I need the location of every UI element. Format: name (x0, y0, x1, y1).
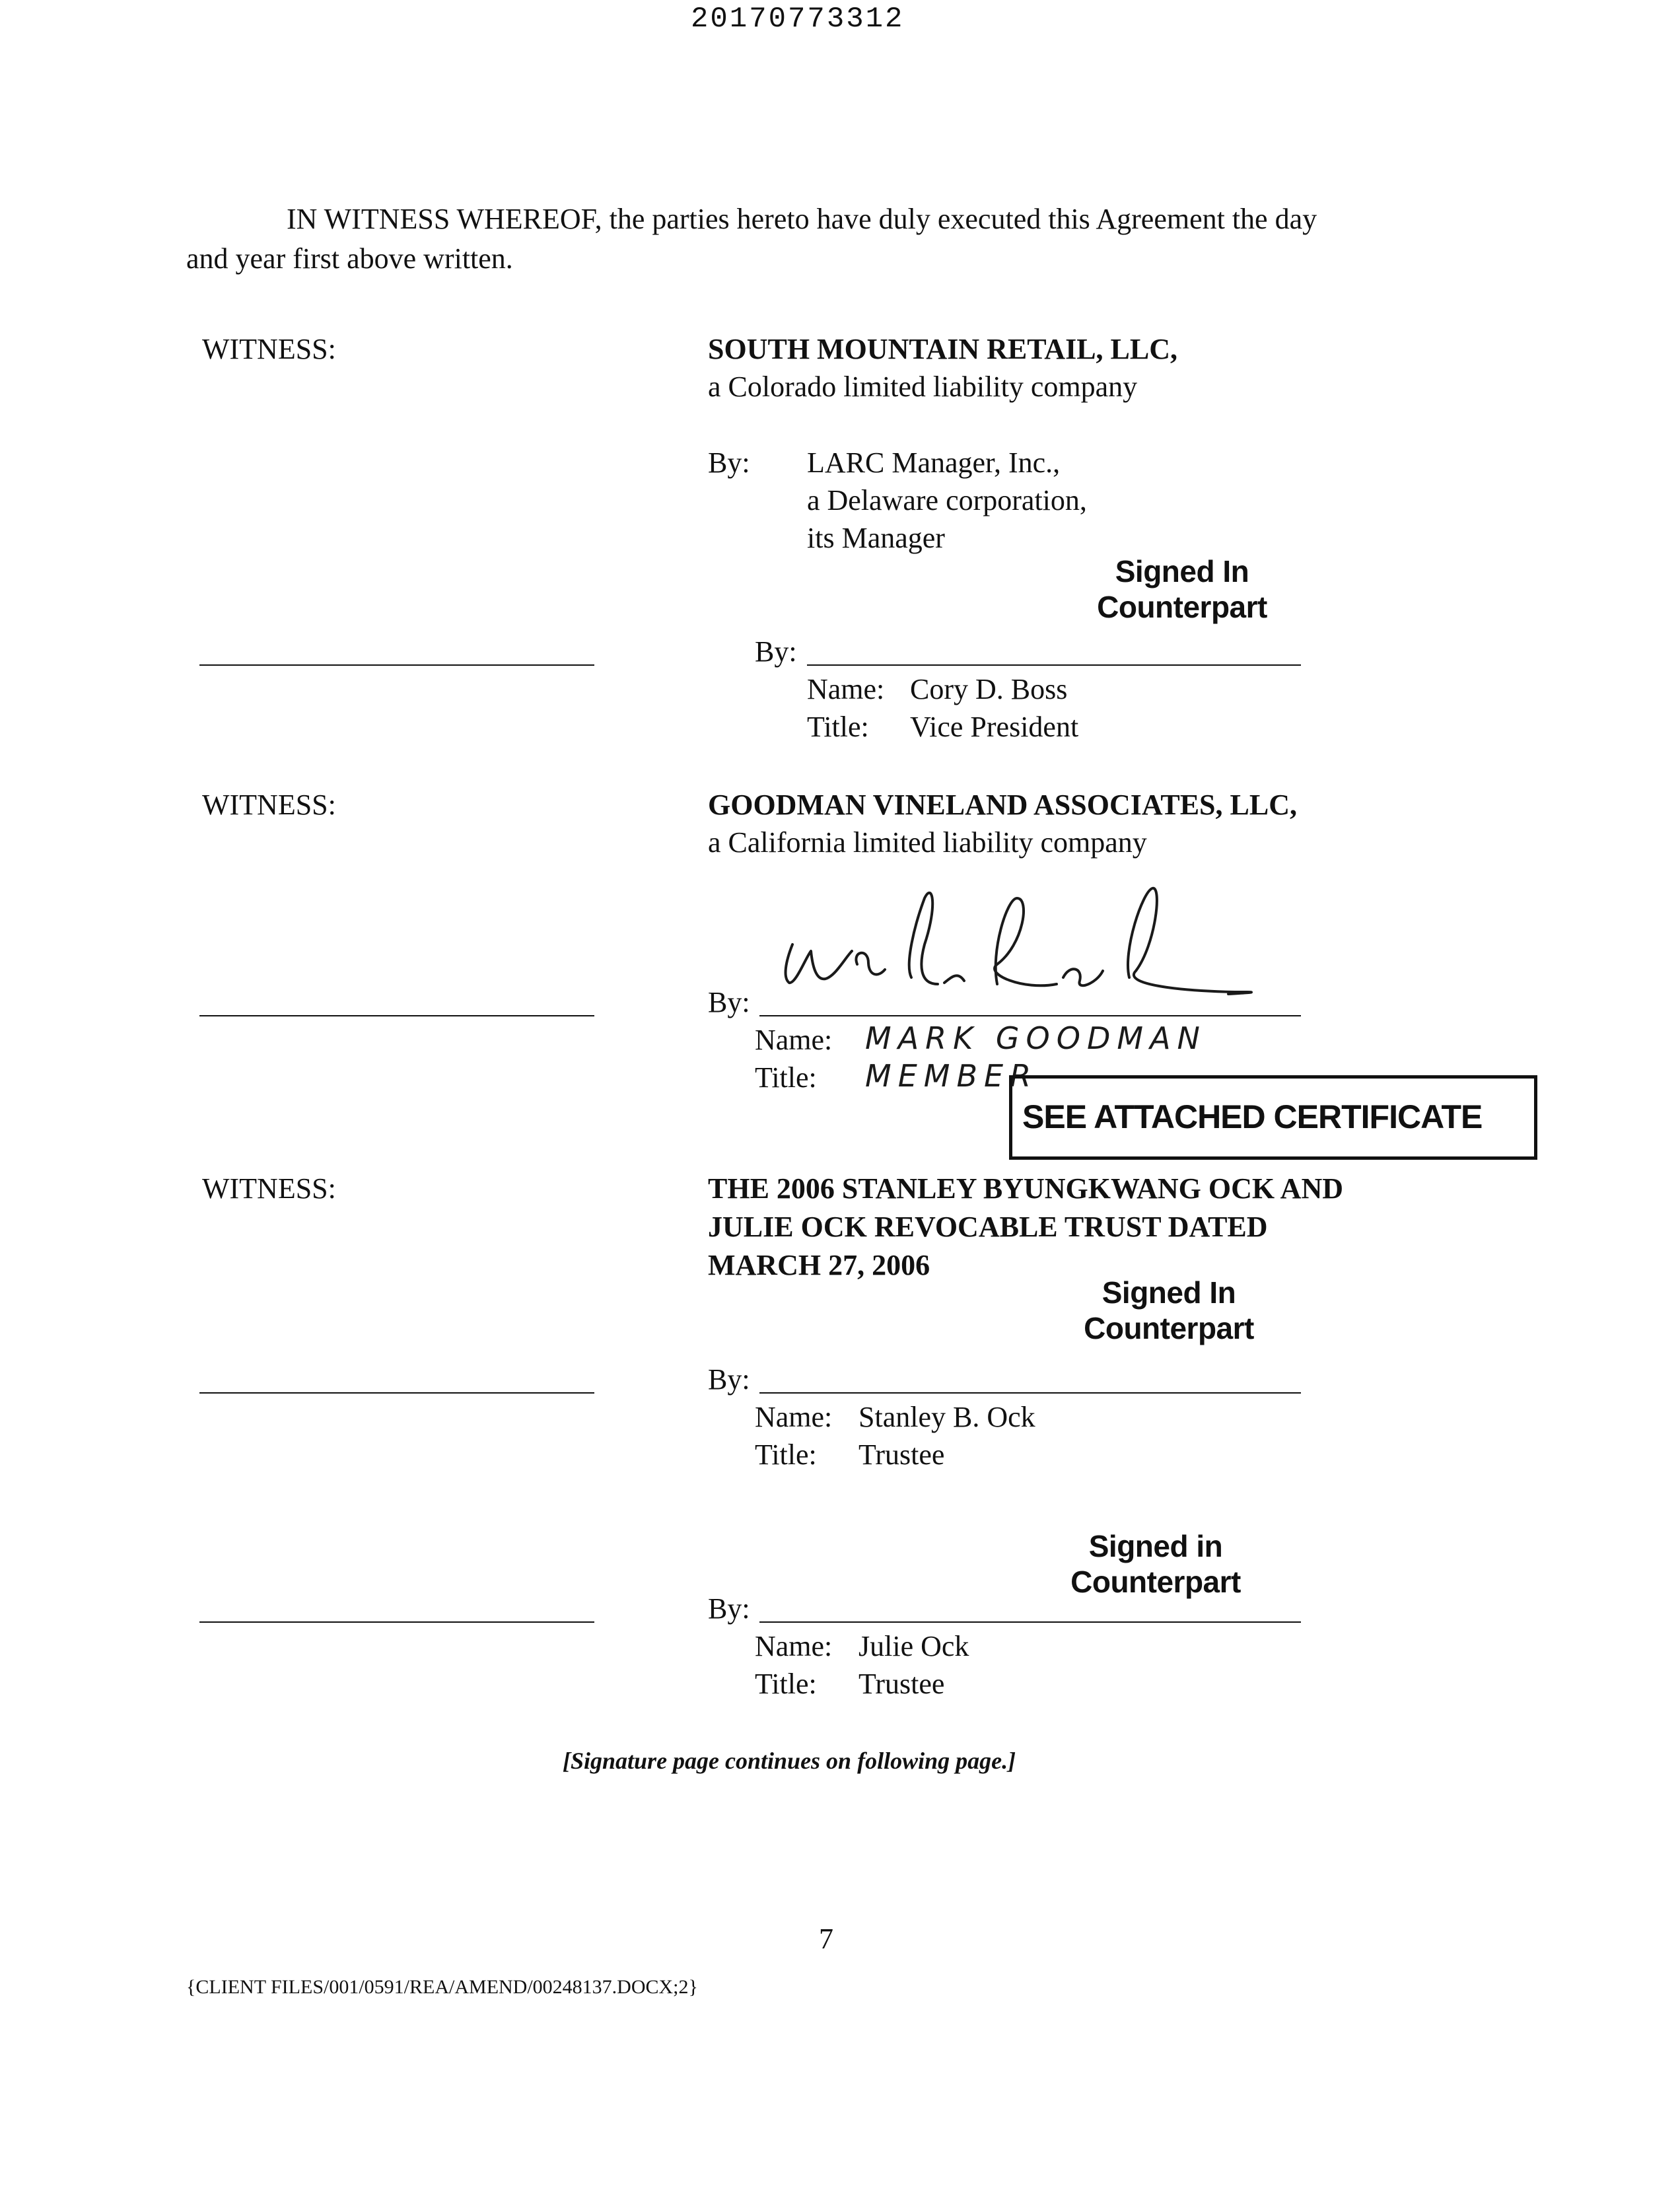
name-value-3: Stanley B. Ock (858, 1401, 1035, 1433)
title-value-1: Vice President (910, 711, 1079, 743)
name-label-1: Name: (807, 673, 885, 705)
footer-file-path: {CLIENT FILES/001/0591/REA/AMEND/00248137.DOCX;2} (186, 1976, 698, 1998)
handwritten-signature (746, 885, 1275, 1004)
witness-signature-line-4 (199, 1621, 594, 1623)
signature-line-3 (759, 1392, 1301, 1394)
title-value-4: Trustee (858, 1668, 945, 1700)
witness-label-3: WITNESS: (202, 1172, 336, 1205)
certificate-stamp-text: SEE ATTACHED CERTIFICATE (1022, 1098, 1483, 1135)
preamble-line-2: and year first above written. (186, 242, 513, 275)
signature-line-1 (807, 664, 1301, 666)
title-label-1: Title: (807, 711, 869, 743)
handwritten-name: MARK GOODMAN (865, 1020, 1207, 1056)
entity-name-trust-line-1: THE 2006 STANLEY BYUNGKWANG OCK AND (708, 1172, 1344, 1205)
signed-in-counterpart-stamp-2 (1057, 1275, 1281, 1346)
manager-line-1: LARC Manager, Inc., (807, 446, 1061, 479)
document-number: 20170773312 (691, 3, 905, 36)
name-label-3: Name: (755, 1401, 833, 1433)
signature-line-2 (759, 1015, 1301, 1016)
stamp-line-1: Signed in (1088, 1529, 1223, 1563)
manager-line-3: its Manager (807, 522, 945, 554)
stamp-line-2: Counterpart (1084, 1311, 1254, 1345)
entity-name-trust-line-3: MARCH 27, 2006 (708, 1249, 930, 1281)
continuation-note: [Signature page continues on following page.] (563, 1748, 1016, 1774)
stamp-line-2: Counterpart (1070, 1565, 1241, 1599)
entity-desc-south-mountain: a Colorado limited liability company (708, 371, 1138, 403)
witness-signature-line-3 (199, 1392, 594, 1394)
witness-signature-line-2 (199, 1015, 594, 1016)
by-label-manager: By: (708, 446, 750, 479)
name-label-2: Name: (755, 1024, 833, 1056)
handwritten-title: MEMBER (865, 1058, 1038, 1094)
signature-line-4 (759, 1621, 1301, 1623)
entity-name-trust-line-2: JULIE OCK REVOCABLE TRUST DATED (708, 1211, 1268, 1243)
entity-name-goodman: GOODMAN VINELAND ASSOCIATES, LLC, (708, 789, 1297, 821)
stamp-line-1: Signed In (1102, 1275, 1236, 1310)
stamp-line-1: Signed In (1115, 554, 1249, 588)
signed-in-counterpart-stamp-3 (1043, 1528, 1268, 1600)
name-label-4: Name: (755, 1630, 833, 1662)
preamble-line-1: IN WITNESS WHEREOF, the parties hereto have duly executed this Agreement the day (287, 203, 1317, 235)
title-label-2: Title: (755, 1061, 817, 1094)
witness-label-1: WITNESS: (202, 333, 336, 365)
title-label-3: Title: (755, 1438, 817, 1471)
by-label-stanley: By: (708, 1363, 750, 1396)
by-label-julie: By: (708, 1592, 750, 1625)
title-label-4: Title: (755, 1668, 817, 1700)
signed-in-counterpart-stamp-1 (1070, 553, 1294, 625)
page-number: 7 (819, 1923, 833, 1955)
entity-desc-goodman: a California limited liability company (708, 826, 1147, 859)
witness-label-2: WITNESS: (202, 789, 336, 821)
manager-line-2: a Delaware corporation, (807, 484, 1087, 516)
by-label-goodman: By: (708, 986, 750, 1018)
name-value-1: Cory D. Boss (910, 673, 1068, 705)
witness-signature-line-1 (199, 664, 594, 666)
by-label-signer-1: By: (755, 635, 797, 668)
name-value-4: Julie Ock (858, 1630, 969, 1662)
stamp-line-2: Counterpart (1097, 590, 1267, 624)
title-value-3: Trustee (858, 1438, 945, 1471)
entity-name-south-mountain: SOUTH MOUNTAIN RETAIL, LLC, (708, 333, 1178, 365)
